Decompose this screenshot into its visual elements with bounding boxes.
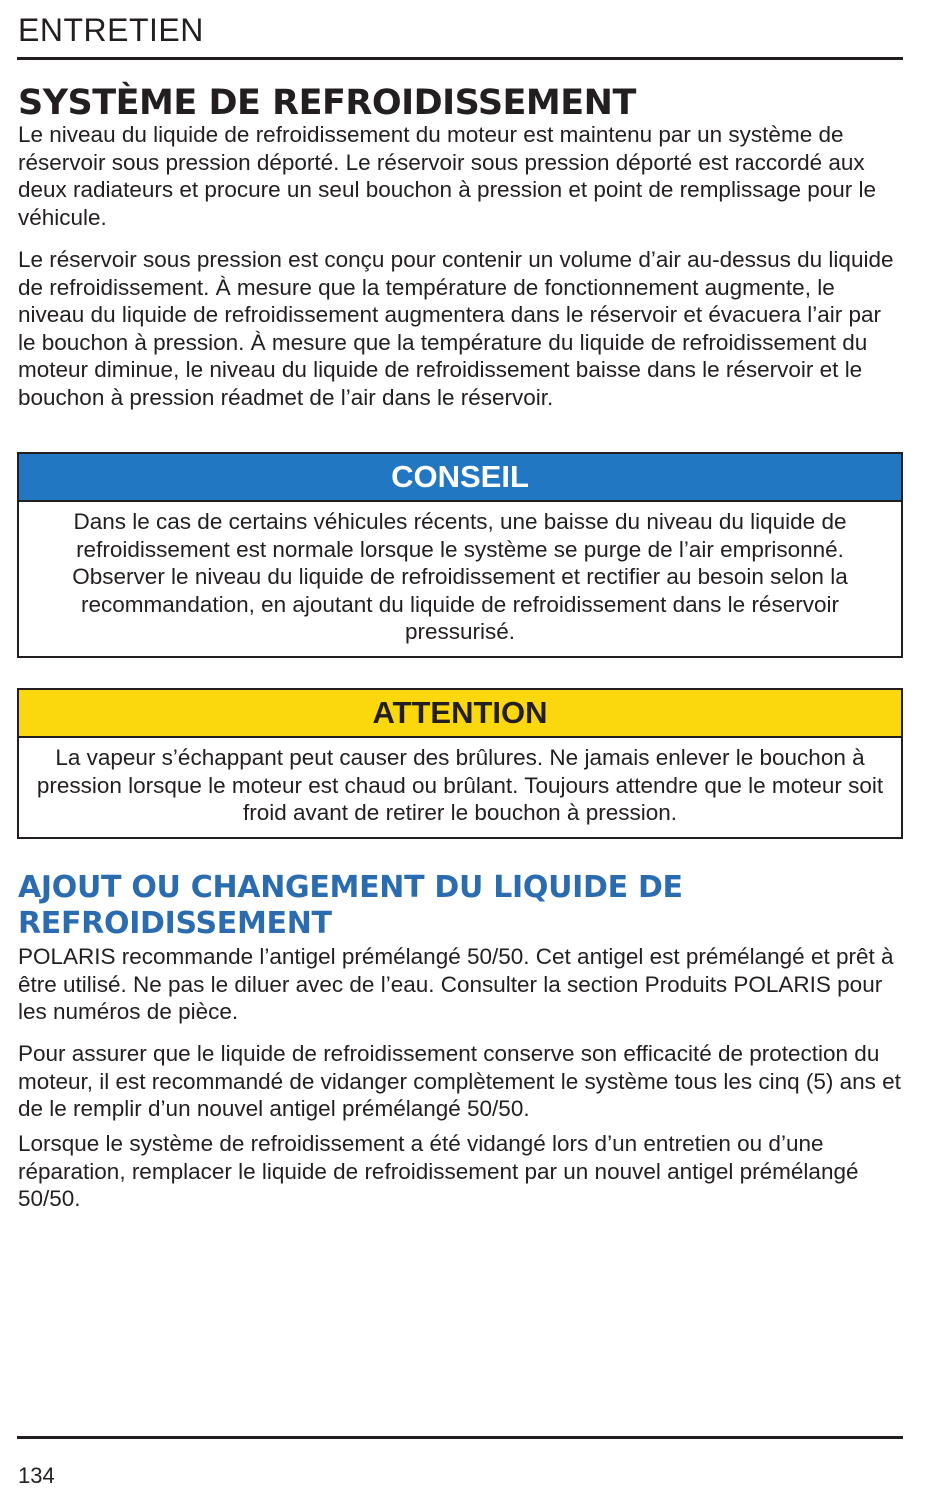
cooling-paragraph-2: Le réservoir sous pression est conçu pour contenir un volume d’air au-dessus du liquide de refroidissement. À mesure que la température de fonctionnement augmente, le niveau du liquide de refroidissement augmentera dans le réservoir et évacuera l’air par le bouchon à pression. À mesure que la température du liquide de refroidissement du moteur diminue, le niveau du liquide de refroidissement baisse dans le réservoir et le bouchon à pression réadmet de l’air dans le réservoir. (18, 247, 894, 410)
coolant-paragraph-2: Pour assurer que le liquide de refroidissement conserve son efficacité de protection du moteur, il est recommandé de vidanger complètement le système tous les cinq (5) ans et de le remplir d’un nouvel antigel prémélangé 50/50. (18, 1041, 901, 1121)
coolant-paragraph-1: POLARIS recommande l’antigel prémélangé 50/50. Cet antigel est prémélangé et prêt à être utilisé. Ne pas le diluer avec de l’eau. Consulter la section Produits POLARIS pour les numéros de pièce. (18, 944, 894, 1024)
header-divider (17, 57, 903, 60)
attention-label: ATTENTION (19, 690, 901, 738)
page-number: 134 (18, 1463, 55, 1488)
attention-text: La vapeur s’échappant peut causer des brûlures. Ne jamais enlever le bouchon à pression lorsque le moteur est chaud ou brûlant. Toujours attendre que le moteur soit froid avant de retirer le bouchon à pression. (36, 745, 884, 825)
conseil-text: Dans le cas de certains véhicules récents, une baisse du niveau du liquide de refroidissement est normale lorsque le système se purge de l’air emprisonné. Observer le niveau du liquide de refroidissement et rectifier au besoin selon la recommandation, en ajoutant du liquide de refroidissement dans le réservoir pressurisé. (72, 509, 848, 644)
coolant-change-title: AJOUT OU CHANGEMENT DU LIQUIDE DE REFROIDISSEMENT (18, 870, 683, 941)
conseil-label: CONSEIL (19, 454, 901, 502)
footer-divider (17, 1436, 903, 1439)
cooling-system-title: SYSTÈME DE REFROIDISSEMENT (18, 83, 636, 123)
coolant-paragraph-3: Lorsque le système de refroidissement a été vidangé lors d’un entretien ou d’une réparation, remplacer le liquide de refroidissement par un nouvel antigel prémélangé 50/50. (18, 1131, 859, 1211)
cooling-paragraph-1: Le niveau du liquide de refroidissement du moteur est maintenu par un système de réservoir sous pression déporté. Le réservoir sous pression déporté est raccordé aux deux radiateurs et procure un seul bouchon à pression et point de remplissage pour le véhicule. (18, 122, 877, 230)
attention-box (17, 688, 903, 839)
conseil-box (17, 452, 903, 658)
section-header: ENTRETIEN (18, 12, 204, 48)
